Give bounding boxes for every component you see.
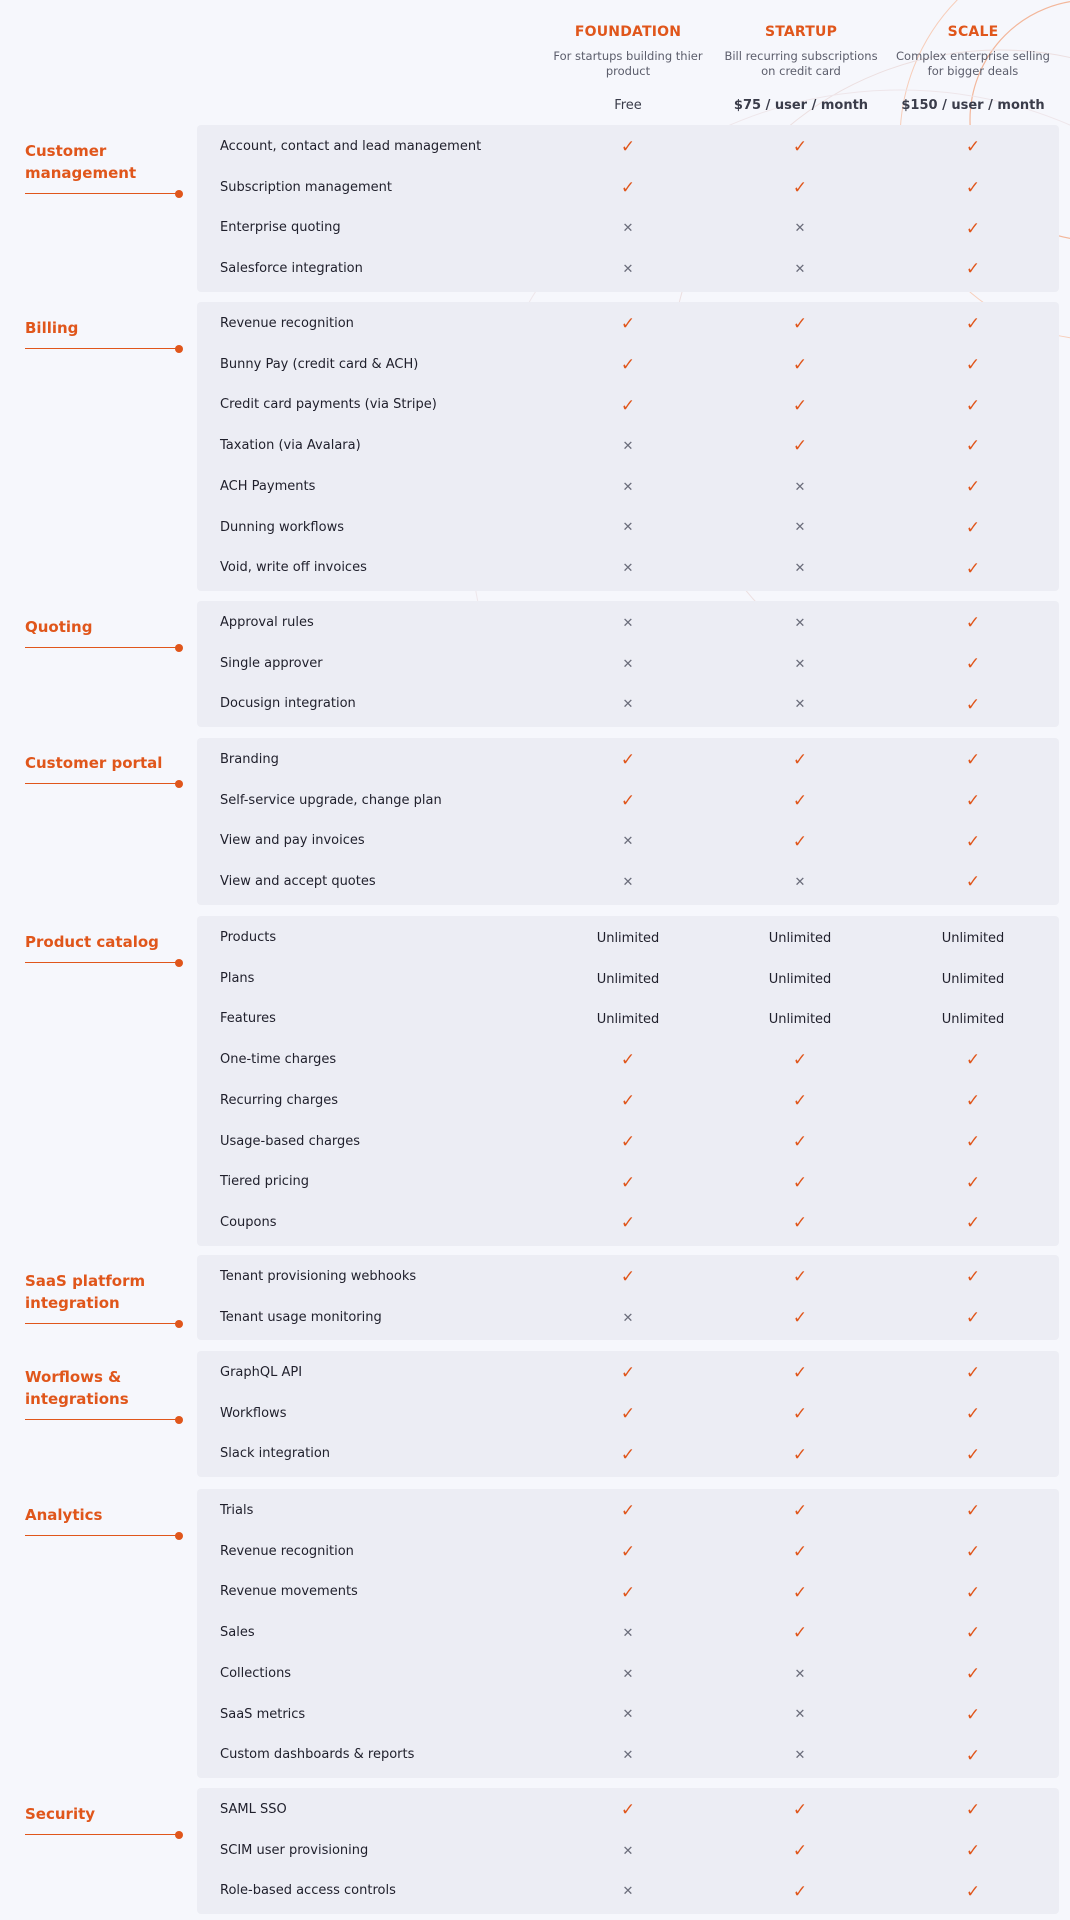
plan-description: Bill recurring subscriptions on credit card	[724, 49, 878, 78]
feature-name: Dunning workflows	[220, 519, 344, 535]
feature-name: Tenant provisioning webhooks	[220, 1269, 417, 1284]
table-row	[197, 1613, 1059, 1654]
table-row	[197, 1735, 1059, 1776]
section-connector-line	[25, 783, 179, 784]
cross-icon: ✕	[622, 1625, 634, 1641]
feature-name: Salesforce integration	[220, 261, 363, 277]
check-icon: ✓	[620, 1172, 636, 1193]
feature-name: Approval rules	[220, 615, 314, 630]
plan-price: Free	[614, 98, 642, 113]
check-icon: ✓	[965, 791, 981, 812]
section-connector-line	[25, 1323, 179, 1324]
feature-name: Sales	[220, 1625, 255, 1641]
check-icon: ✓	[965, 1213, 981, 1234]
table-row	[197, 467, 1059, 508]
check-icon: ✓	[620, 1213, 636, 1234]
feature-name: Bunny Pay (credit card & ACH)	[220, 356, 419, 372]
cross-icon: ✕	[622, 697, 634, 713]
section-card	[197, 601, 1059, 727]
check-icon: ✓	[792, 355, 808, 376]
feature-name: Role-based access controls	[220, 1883, 396, 1899]
feature-value: Unlimited	[596, 1012, 660, 1028]
check-icon: ✓	[965, 218, 981, 239]
cross-icon: ✕	[794, 1748, 806, 1764]
cross-icon: ✕	[794, 261, 806, 277]
table-row	[197, 862, 1059, 903]
check-icon: ✓	[965, 1444, 981, 1465]
cross-icon: ✕	[622, 520, 634, 536]
check-icon: ✓	[965, 1501, 981, 1522]
check-icon: ✓	[965, 1623, 981, 1644]
plan-description: Complex enterprise selling for bigger deals	[896, 49, 1050, 78]
feature-name: Void, write off invoices	[220, 560, 367, 576]
table-row	[197, 1871, 1059, 1912]
check-icon: ✓	[792, 137, 808, 158]
cross-icon: ✕	[622, 479, 634, 495]
cross-icon: ✕	[794, 874, 806, 890]
feature-name: SAML SSO	[220, 1802, 287, 1817]
check-icon: ✓	[620, 791, 636, 812]
check-icon: ✓	[965, 178, 981, 199]
feature-name: Account, contact and lead management	[220, 139, 482, 154]
table-row	[197, 959, 1059, 1000]
check-icon: ✓	[965, 1542, 981, 1563]
feature-value: Unlimited	[768, 930, 832, 946]
section-connector-line	[25, 1834, 179, 1835]
section-title: Quoting	[25, 618, 93, 636]
table-row	[197, 249, 1059, 290]
table-row	[197, 208, 1059, 249]
table-row	[197, 304, 1059, 345]
table-row	[197, 345, 1059, 386]
feature-name: Enterprise quoting	[220, 220, 341, 236]
feature-name: ACH Payments	[220, 478, 316, 494]
check-icon: ✓	[620, 1131, 636, 1152]
cross-icon: ✕	[794, 561, 806, 577]
feature-value: Unlimited	[941, 1012, 1005, 1028]
check-icon: ✓	[792, 1542, 808, 1563]
section-title: Billing	[25, 319, 79, 337]
feature-name: Single approver	[220, 655, 323, 671]
check-icon: ✓	[620, 314, 636, 335]
section-connector-line	[25, 647, 179, 648]
cross-icon: ✕	[622, 1310, 634, 1326]
check-icon: ✓	[620, 137, 636, 158]
cross-icon: ✕	[622, 1707, 634, 1723]
table-row	[197, 426, 1059, 467]
check-icon: ✓	[792, 1582, 808, 1603]
feature-name: Plans	[220, 970, 255, 986]
table-row	[197, 548, 1059, 589]
cross-icon: ✕	[794, 479, 806, 495]
check-icon: ✓	[792, 395, 808, 416]
check-icon: ✓	[965, 355, 981, 376]
cross-icon: ✕	[794, 615, 806, 631]
feature-name: Credit card payments (via Stripe)	[220, 397, 437, 413]
check-icon: ✓	[965, 436, 981, 457]
cross-icon: ✕	[794, 221, 806, 237]
check-icon: ✓	[620, 1091, 636, 1112]
check-icon: ✓	[965, 1745, 981, 1766]
feature-name: One-time charges	[220, 1052, 337, 1068]
feature-name: Products	[220, 930, 277, 945]
section-card	[197, 1489, 1059, 1778]
table-row	[197, 1532, 1059, 1573]
table-row	[197, 1257, 1059, 1298]
check-icon: ✓	[965, 750, 981, 771]
cross-icon: ✕	[794, 520, 806, 536]
table-row	[197, 603, 1059, 644]
table-row	[197, 1122, 1059, 1163]
section-title: Customer management	[25, 142, 137, 182]
plan-description: For startups building thier product	[553, 49, 703, 78]
feature-name: Docusign integration	[220, 696, 356, 712]
check-icon: ✓	[792, 1050, 808, 1071]
check-icon: ✓	[792, 1623, 808, 1644]
table-row	[197, 999, 1059, 1040]
section-card	[197, 302, 1059, 591]
section-card	[197, 916, 1059, 1246]
table-row	[197, 1695, 1059, 1736]
check-icon: ✓	[792, 791, 808, 812]
cross-icon: ✕	[794, 697, 806, 713]
plan-price: $150 / user / month	[901, 98, 1045, 113]
feature-name: Slack integration	[220, 1446, 331, 1462]
check-icon: ✓	[620, 1404, 636, 1425]
check-icon: ✓	[792, 831, 808, 852]
feature-name: SaaS metrics	[220, 1706, 306, 1722]
check-icon: ✓	[965, 613, 981, 634]
table-row	[197, 127, 1059, 168]
feature-name: Tenant usage monitoring	[220, 1309, 382, 1325]
check-icon: ✓	[792, 1800, 808, 1821]
check-icon: ✓	[965, 654, 981, 675]
check-icon: ✓	[792, 1841, 808, 1862]
feature-value: Unlimited	[768, 1012, 832, 1028]
check-icon: ✓	[965, 558, 981, 579]
cross-icon: ✕	[794, 1666, 806, 1682]
section-connector-line	[25, 1419, 179, 1420]
feature-name: Features	[220, 1011, 276, 1027]
table-row	[197, 1298, 1059, 1339]
feature-name: View and pay invoices	[220, 833, 365, 849]
table-row	[197, 385, 1059, 426]
table-row	[197, 1040, 1059, 1081]
check-icon: ✓	[965, 1308, 981, 1329]
check-icon: ✓	[965, 1091, 981, 1112]
check-icon: ✓	[620, 750, 636, 771]
section-connector-line	[25, 193, 179, 194]
cross-icon: ✕	[622, 615, 634, 631]
check-icon: ✓	[792, 178, 808, 199]
feature-name: Recurring charges	[220, 1092, 339, 1108]
feature-name: Revenue recognition	[220, 1543, 354, 1559]
section-title: Worflows & integrations	[25, 1368, 129, 1408]
feature-name: Branding	[220, 752, 279, 767]
cross-icon: ✕	[622, 1748, 634, 1764]
section-card	[197, 1255, 1059, 1340]
feature-value: Unlimited	[596, 971, 660, 987]
section-card	[197, 738, 1059, 905]
section-connector-line	[25, 348, 179, 349]
check-icon: ✓	[620, 395, 636, 416]
table-row	[197, 1394, 1059, 1435]
table-row	[197, 1831, 1059, 1872]
check-icon: ✓	[792, 436, 808, 457]
table-row	[197, 644, 1059, 685]
section-title: Analytics	[25, 1506, 103, 1524]
check-icon: ✓	[965, 1841, 981, 1862]
check-icon: ✓	[965, 477, 981, 498]
cross-icon: ✕	[794, 656, 806, 672]
feature-name: Revenue movements	[220, 1584, 358, 1600]
cross-icon: ✕	[622, 561, 634, 577]
cross-icon: ✕	[794, 1707, 806, 1723]
cross-icon: ✕	[622, 221, 634, 237]
feature-name: Self-service upgrade, change plan	[220, 792, 442, 808]
section-connector-line	[25, 962, 179, 963]
check-icon: ✓	[620, 178, 636, 199]
table-row	[197, 1572, 1059, 1613]
check-icon: ✓	[792, 1308, 808, 1329]
table-row	[197, 1162, 1059, 1203]
feature-name: Workflows	[220, 1405, 287, 1421]
feature-name: Custom dashboards & reports	[220, 1747, 415, 1763]
check-icon: ✓	[620, 355, 636, 376]
feature-value: Unlimited	[941, 930, 1005, 946]
check-icon: ✓	[965, 1881, 981, 1902]
table-row	[197, 918, 1059, 959]
section-card	[197, 125, 1059, 292]
check-icon: ✓	[792, 1881, 808, 1902]
check-icon: ✓	[792, 1091, 808, 1112]
section-title: Security	[25, 1805, 96, 1823]
table-row	[197, 1654, 1059, 1695]
check-icon: ✓	[792, 1444, 808, 1465]
check-icon: ✓	[965, 831, 981, 852]
plan-name: FOUNDATION	[574, 24, 682, 40]
table-row	[197, 1353, 1059, 1394]
check-icon: ✓	[620, 1501, 636, 1522]
check-icon: ✓	[965, 1363, 981, 1384]
feature-name: SCIM user provisioning	[220, 1842, 369, 1858]
section-title: SaaS platform integration	[25, 1272, 146, 1312]
feature-name: Revenue recognition	[220, 316, 354, 331]
feature-value: Unlimited	[941, 971, 1005, 987]
check-icon: ✓	[965, 1131, 981, 1152]
feature-name: Collections	[220, 1665, 292, 1681]
feature-name: Tiered pricing	[220, 1174, 310, 1190]
plan-foundation	[543, 24, 713, 113]
check-icon: ✓	[792, 1363, 808, 1384]
check-icon: ✓	[620, 1267, 636, 1288]
feature-name: Usage-based charges	[220, 1133, 361, 1149]
section-title: Customer portal	[25, 754, 163, 772]
check-icon: ✓	[792, 1172, 808, 1193]
check-icon: ✓	[620, 1582, 636, 1603]
check-icon: ✓	[965, 137, 981, 158]
feature-name: GraphQL API	[220, 1365, 303, 1380]
check-icon: ✓	[792, 1404, 808, 1425]
plan-startup	[716, 24, 886, 113]
cross-icon: ✕	[622, 1666, 634, 1682]
check-icon: ✓	[620, 1800, 636, 1821]
check-icon: ✓	[792, 1131, 808, 1152]
feature-name: View and accept quotes	[220, 874, 376, 890]
feature-name: Subscription management	[220, 179, 392, 195]
check-icon: ✓	[620, 1542, 636, 1563]
check-icon: ✓	[965, 1404, 981, 1425]
check-icon: ✓	[620, 1444, 636, 1465]
table-row	[197, 740, 1059, 781]
check-icon: ✓	[620, 1050, 636, 1071]
check-icon: ✓	[965, 1172, 981, 1193]
cross-icon: ✕	[622, 261, 634, 277]
check-icon: ✓	[965, 1267, 981, 1288]
feature-value: Unlimited	[768, 971, 832, 987]
check-icon: ✓	[965, 314, 981, 335]
section-title: Product catalog	[25, 933, 159, 951]
plan-price: $75 / user / month	[733, 98, 869, 113]
cross-icon: ✕	[622, 874, 634, 890]
cross-icon: ✕	[622, 834, 634, 850]
plan-scale	[888, 24, 1058, 113]
feature-name: Taxation (via Avalara)	[220, 438, 361, 454]
table-row	[197, 1434, 1059, 1475]
cross-icon: ✕	[622, 1884, 634, 1900]
feature-name: Coupons	[220, 1214, 277, 1230]
section-connector-line	[25, 1535, 179, 1536]
check-icon: ✓	[792, 1267, 808, 1288]
check-icon: ✓	[965, 694, 981, 715]
check-icon: ✓	[965, 872, 981, 893]
check-icon: ✓	[965, 395, 981, 416]
table-row	[197, 1790, 1059, 1831]
check-icon: ✓	[965, 1704, 981, 1725]
check-icon: ✓	[965, 1664, 981, 1685]
check-icon: ✓	[965, 1050, 981, 1071]
plan-name: SCALE	[947, 24, 999, 40]
check-icon: ✓	[792, 1213, 808, 1234]
check-icon: ✓	[965, 259, 981, 280]
cross-icon: ✕	[622, 656, 634, 672]
table-row	[197, 781, 1059, 822]
check-icon: ✓	[965, 1800, 981, 1821]
cross-icon: ✕	[622, 438, 634, 454]
check-icon: ✓	[792, 750, 808, 771]
table-row	[197, 684, 1059, 725]
cross-icon: ✕	[622, 1843, 634, 1859]
check-icon: ✓	[965, 1582, 981, 1603]
table-row	[197, 1081, 1059, 1122]
table-row	[197, 821, 1059, 862]
check-icon: ✓	[965, 517, 981, 538]
table-row	[197, 508, 1059, 549]
table-row	[197, 1203, 1059, 1244]
check-icon: ✓	[620, 1363, 636, 1384]
feature-value: Unlimited	[596, 930, 660, 946]
section-card	[197, 1351, 1059, 1477]
check-icon: ✓	[792, 314, 808, 335]
section-card	[197, 1788, 1059, 1914]
table-row	[197, 1491, 1059, 1532]
table-row	[197, 168, 1059, 209]
check-icon: ✓	[792, 1501, 808, 1522]
plan-name: STARTUP	[764, 24, 838, 40]
feature-name: Trials	[220, 1503, 254, 1518]
